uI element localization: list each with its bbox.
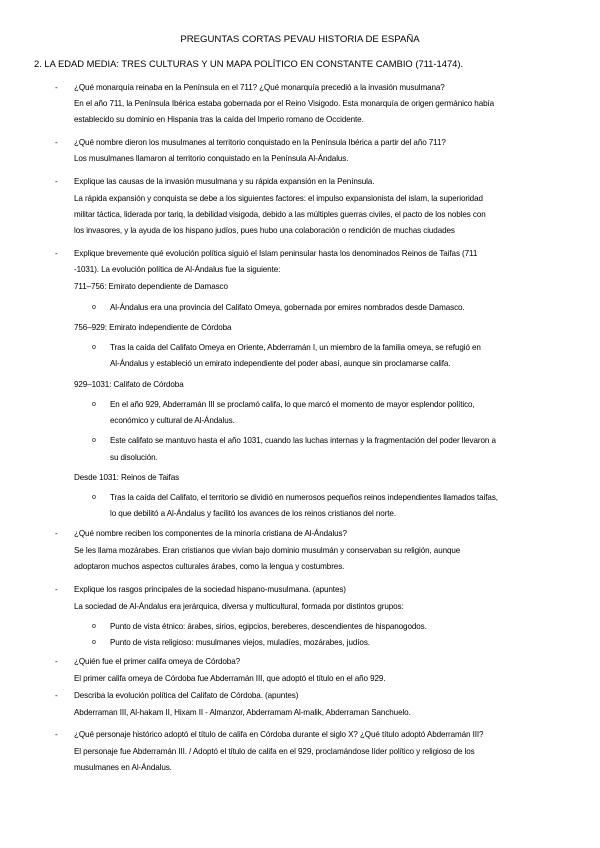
answer-text: militar táctica, liderada por tariq, la debilidad visigoda, debido a las múltiples guerras civiles, el pacto de los nobles con xyxy=(74,210,486,219)
bullet-marker: o xyxy=(92,344,96,351)
answer-text: El personaje fue Abderramán III. / Adoptó el título de califa en el 929, proclamándose líder político y religioso de los xyxy=(74,747,475,756)
section-title: 2. LA EDAD MEDIA: TRES CULTURAS Y UN MAPA POLÍTICO EN CONSTANTE CAMBIO (711-1474). xyxy=(34,58,464,69)
question-text: -1031). La evolución política de Al-Ándalus fue la siguiente: xyxy=(74,265,281,274)
dash-marker: - xyxy=(55,585,58,594)
question-text: Explique brevemente qué evolución política siguió el Islam peninsular hasta los denominados Reinos de Taifas (711 xyxy=(74,249,478,258)
question-text: ¿Qué nombre reciben los componentes de la minoría cristiana de Al-Ándalus? xyxy=(74,529,347,538)
bullet-text: Tras la caída del Califato, el territorio se dividió en numerosos pequeños reinos independientes llamados taifas, xyxy=(110,493,498,502)
bullet-text: Al-Ándalus era una provincia del Califato Omeya, gobernada por emires nombrados desde Damasco. xyxy=(110,303,465,312)
question-text: ¿Qué nombre dieron los musulmanes al territorio conquistado en la Península Ibérica a partir del año 711? xyxy=(74,138,446,147)
answer-text: El primer califa omeya de Córdoba fue Abderramán III, que adoptó el título en el año 929. xyxy=(74,674,386,683)
period-heading: 929–1031: Califato de Córdoba xyxy=(74,380,184,389)
bullet-marker: o xyxy=(92,304,96,311)
answer-text: En el año 711, la Península Ibérica estaba gobernada por el Reino Visigodo. Esta monarquía de origen germánico había xyxy=(74,99,495,108)
bullet-marker: o xyxy=(92,401,96,408)
dash-marker: - xyxy=(55,691,58,700)
bullet-text: Al-Ándalus y estableció un emirato independiente del poder abasí, aunque sin proclamarse califa. xyxy=(110,359,451,368)
dash-marker: - xyxy=(55,529,58,538)
bullet-text: lo que debilitó a Al-Ándalus y facilitó los avances de los reinos cristianos del norte. xyxy=(110,509,396,518)
bullet-text: Este califato se mantuvo hasta el año 1031, cuando las luchas internas y la fragmentación del poder llevaron a xyxy=(110,436,496,445)
answer-text: Los musulmanes llamaron al territorio conquistado en la Península Al-Ándalus. xyxy=(74,154,349,163)
question-text: ¿Qué personaje histórico adoptó el título de califa en Córdoba durante el siglo X? ¿Qué título adoptó Abderramán III? xyxy=(74,730,484,739)
answer-text: Abderraman III, Al-hakam II, Hixam II - Almanzor, Abderramam Al-malik, Abderraman Sanchuelo. xyxy=(74,708,411,717)
question-text: ¿Qué monarquía reinaba en la Península en el 711? ¿Qué monarquía precedió a la invasión musulmana? xyxy=(74,83,445,92)
question-text: Explique las causas de la invasión musulmana y su rápida expansión en la Península. xyxy=(74,177,375,186)
dash-marker: - xyxy=(55,249,58,258)
period-heading: 711–756: Emirato dependiente de Damasco xyxy=(74,282,228,291)
question-text: Explique los rasgos principales de la sociedad hispano-musulmana. (apuntes) xyxy=(74,585,346,594)
dash-marker: - xyxy=(55,657,58,666)
bullet-text: Punto de vista religioso: musulmanes viejos, muladíes, mozárabes, judíos. xyxy=(110,638,370,647)
answer-text: los invasores, y la ayuda de los hispano judíos, pues hubo una colaboración o rendición de muchas ciudades xyxy=(74,226,455,235)
dash-marker: - xyxy=(55,138,58,147)
bullet-text: Punto de vista étnico: árabes, sirios, egipcios, bereberes, descendientes de hispanogodos. xyxy=(110,622,427,631)
answer-text: establecido su dominio en Hispania tras la caída del Imperio romano de Occidente. xyxy=(74,115,364,124)
dash-marker: - xyxy=(55,730,58,739)
bullet-text: su disolución. xyxy=(110,453,158,462)
bullet-marker: o xyxy=(92,494,96,501)
dash-marker: - xyxy=(55,83,58,92)
answer-text: La sociedad de Al-Ándalus era jerárquica, diversa y multicultural, formada por distintos grupos: xyxy=(74,602,404,611)
bullet-marker: o xyxy=(92,437,96,444)
answer-text: musulmanes en Al-Ándalus. xyxy=(74,763,172,772)
answer-text: Se les llama mozárabes. Eran cristianos que vivían bajo dominio musulmán y conservaban su religión, aunque xyxy=(74,546,461,555)
bullet-marker: o xyxy=(92,623,96,630)
period-heading: 756–929: Emirato independiente de Córdoba xyxy=(74,323,232,332)
bullet-text: En el año 929, Abderramán III se proclamó califa, lo que marcó el momento de mayor esplendor político, xyxy=(110,400,475,409)
answer-text: adoptaron muchos aspectos culturales árabes, como la lengua y costumbres. xyxy=(74,562,345,571)
document-title: PREGUNTAS CORTAS PEVAU HISTORIA DE ESPAÑA xyxy=(180,34,420,45)
bullet-text: Tras la caída del Califato Omeya en Oriente, Abderramán I, un miembro de la familia omeya, se refugió en xyxy=(110,343,481,352)
question-text: ¿Quién fue el primer califa omeya de Córdoba? xyxy=(74,657,241,666)
dash-marker: - xyxy=(55,177,58,186)
answer-text: La rápida expansión y conquista se debe a los siguientes factores: el impulso expansionista del islam, la superioridad xyxy=(74,194,483,203)
bullet-marker: o xyxy=(92,639,96,646)
question-text: Describa la evolución política del Califato de Córdoba. (apuntes) xyxy=(74,691,299,700)
period-heading: Desde 1031: Reinos de Taifas xyxy=(74,473,180,482)
bullet-text: económico y cultural de Al-Ándalus. xyxy=(110,416,235,425)
